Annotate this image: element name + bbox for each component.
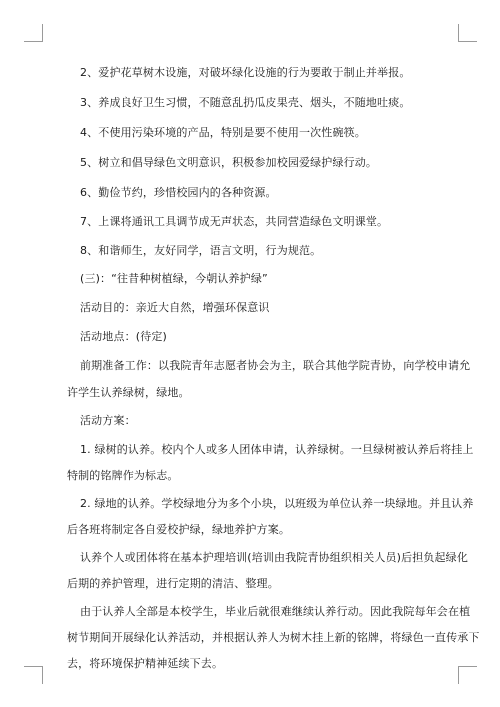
- section-title: (三)：“往昔种树植绿，今朝认养护绿”: [80, 272, 268, 285]
- crop-mark-bottom-right-horizontal: [458, 666, 477, 667]
- crop-mark-bottom-right-vertical: [458, 666, 459, 684]
- students-line-1: 由于认养人全部是本校学生，毕业后就很难继续认养行动。因此我院每年会在植: [80, 605, 471, 618]
- training-line-1: 认养个人或团体将在基本护理培训(培训由我院青协组织相关人员)后担负起绿化: [80, 551, 468, 564]
- list-item: 6、勤俭节约，珍惜校园内的各种资源。: [80, 186, 277, 199]
- list-item: 5、树立和倡导绿色文明意识，积极参加校园爱绿护绿行动。: [80, 156, 378, 169]
- training-line-2: 后期的养护管理，进行定期的清洁、整理。: [67, 577, 279, 590]
- plan-1-line-1: 1. 绿树的认养。校内个人或多人团体申请，认养绿树。一旦绿树被认养后将挂上: [80, 443, 474, 456]
- crop-mark-top-right-horizontal: [458, 41, 477, 42]
- prep-line-1: 前期准备工作：以我院青年志愿者协会为主，联合其他学院青协，向学校申请允: [80, 359, 471, 372]
- plan-1-line-2: 特制的铭牌作为标志。: [67, 469, 179, 482]
- activity-purpose: 活动目的：亲近大自然，增强环保意识: [80, 301, 270, 314]
- list-item: 7、上课将通讯工具调节成无声状态，共同营造绿色文明课堂。: [80, 215, 389, 228]
- prep-line-2: 许学生认养绿树，绿地。: [67, 386, 190, 399]
- activity-location: 活动地点：(待定): [80, 330, 167, 343]
- list-item: 4、不使用污染环境的产品，特别是要不使用一次性碗筷。: [80, 126, 366, 139]
- crop-mark-bottom-left-horizontal: [24, 666, 43, 667]
- crop-mark-top-right-vertical: [458, 24, 459, 42]
- students-line-3: 去，将环境保护精神延续下去。: [67, 657, 224, 670]
- plan-title: 活动方案：: [80, 414, 136, 427]
- list-item: 3、养成良好卫生习惯，不随意乱扔瓜皮果壳、烟头，不随地吐痰。: [80, 96, 411, 109]
- crop-mark-top-left-horizontal: [24, 41, 43, 42]
- plan-2-line-1: 2. 绿地的认养。学校绿地分为多个小块，以班级为单位认养一块绿地。并且认养: [80, 497, 474, 510]
- students-line-2: 树节期间开展绿化认养活动，并根据认养人为树木挂上新的铭牌，将绿色一直传承下: [67, 631, 480, 644]
- crop-mark-bottom-left-vertical: [42, 666, 43, 684]
- list-item: 8、和谐师生，友好同学，语言文明，行为规范。: [80, 244, 322, 257]
- crop-mark-top-left-vertical: [42, 24, 43, 42]
- list-item: 2、爱护花草树木设施，对破坏绿化设施的行为要敢于制止并举报。: [80, 66, 411, 79]
- plan-2-line-2: 后各班将制定各自爱校护绿，绿地养护方案。: [67, 523, 290, 536]
